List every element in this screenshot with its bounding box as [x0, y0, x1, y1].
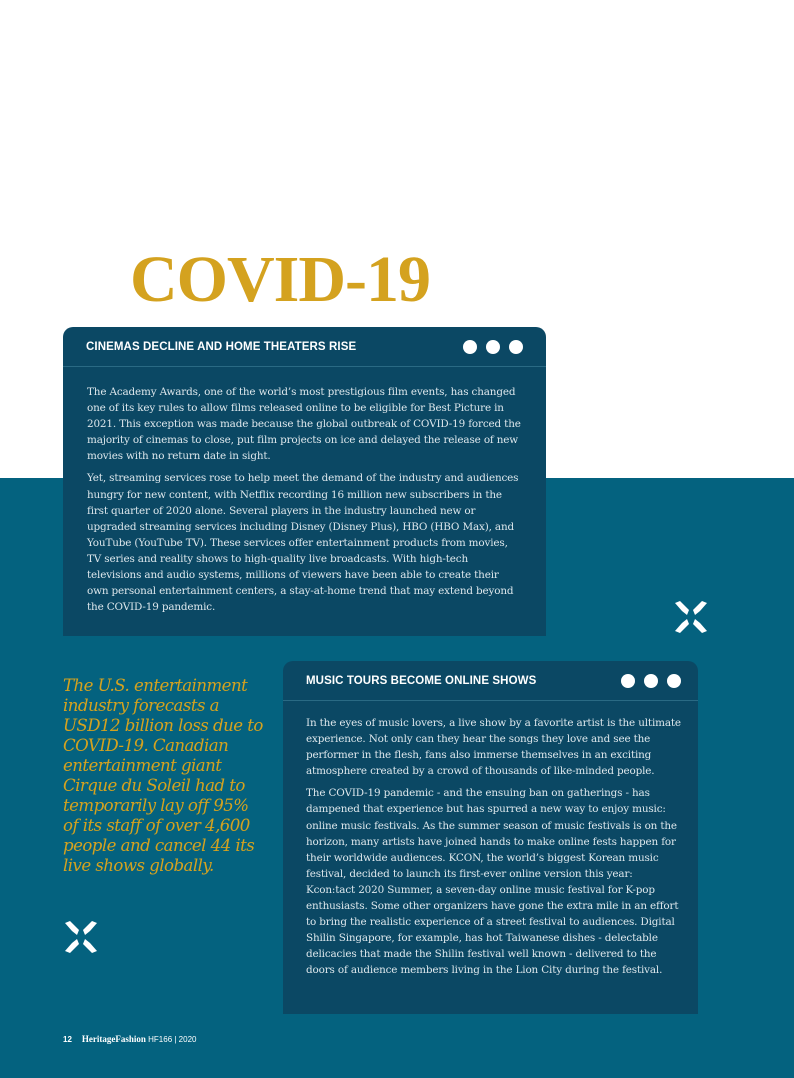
window-dots: [463, 340, 523, 354]
dot-icon: [621, 674, 635, 688]
paragraph: The COVID-19 pandemic - and the ensuing ban on gatherings - has dampened that experience but has spurred a new way to enjoy music: online music festivals. As the summer season of music festivals is on the horizon, many artists have joined hands to make online fests happen for their worldwide audiences. KCON, the world’s biggest Korean music festival, decided to launch its first-ever online version this year: Kcon:tact 2020 Summer, a seven-day online music festival for K-pop enthusiasts. Some other organizers have gone the extra mile in an effort to bring the realistic experience of a street festival to audiences. Digital Shilin Singapore, for example, has hot Taiwanese dishes - delectable delicacies that made the Shilin festival well known - delivered to the doors of audience members living in the Lion City during the festival.: [306, 787, 679, 977]
page-title: COVID-19: [130, 243, 430, 316]
brand-name: HeritageFashion: [81, 1034, 146, 1044]
cinemas-card: [63, 327, 546, 636]
card-title: MUSIC TOURS BECOME ONLINE SHOWS: [306, 674, 537, 687]
dot-icon: [644, 674, 658, 688]
dot-icon: [463, 340, 477, 354]
window-dots: [621, 674, 681, 688]
card-body: [283, 701, 698, 979]
dot-icon: [667, 674, 681, 688]
card-title: CINEMAS DECLINE AND HOME THEATERS RISE: [86, 340, 357, 353]
card-body: [63, 367, 546, 615]
page-footer: [63, 1034, 196, 1044]
music-card: [283, 661, 698, 1014]
collapse-arrows-icon: [62, 918, 100, 956]
card-header: [283, 661, 698, 701]
page-number: 12: [63, 1035, 72, 1044]
collapse-arrows-icon: [672, 598, 710, 636]
issue-label: HF166 | 2020: [148, 1035, 197, 1044]
dot-icon: [486, 340, 500, 354]
pull-quote: The U.S. entertainment industry forecasts a USD12 billion loss due to COVID-19. Canadian entertainment giant Cirque du Soleil had to temporarily lay off 95% of its staff of over 4,600 people and cancel 44 its live shows globally.: [63, 676, 263, 875]
paragraph: In the eyes of music lovers, a live show by a favorite artist is the ultimate experience. Not only can they hear the songs they love and see the performer in the flesh, fans also immerse themselves in an exciting atmosphere created by a crowd of thousands of like-minded people.: [306, 717, 681, 778]
dot-icon: [509, 340, 523, 354]
paragraph: Yet, streaming services rose to help meet the demand of the industry and audiences hungry for new content, with Netflix recording 16 million new subscribers in the first quarter of 2020 alone. Several players in the industry launched new or upgraded streaming services including Disney (Disney Plus), HBO (HBO Max), and YouTube (YouTube TV). These services offer entertainment products from movies, TV series and reality shows to high-quality live broadcasts. With high-tech televisions and audio systems, millions of viewers have been able to create their own personal entertainment centers, a stay-at-home trend that may extend beyond the COVID-19 pandemic.: [87, 472, 519, 614]
card-header: [63, 327, 546, 367]
paragraph: The Academy Awards, one of the world’s most prestigious film events, has changed one of its key rules to allow films released online to be eligible for Best Picture in 2021. This exception was made because the global outbreak of COVID-19 forced the majority of cinemas to close, put film projects on ice and delayed the release of new movies with no return date in sight.: [87, 386, 521, 463]
